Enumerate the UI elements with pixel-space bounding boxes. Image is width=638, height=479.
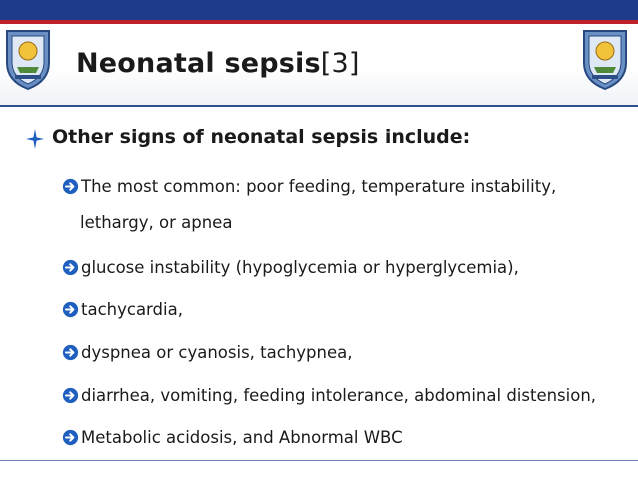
circled-arrow-icon — [62, 259, 79, 276]
top-bar — [0, 0, 638, 20]
four-point-star-icon — [26, 129, 44, 149]
circled-arrow-icon — [62, 344, 79, 361]
list-item — [62, 386, 596, 405]
list-item-text: Metabolic acidosis, and Abnormal WBC — [81, 428, 403, 447]
header-divider — [0, 105, 638, 107]
circled-arrow-icon — [62, 301, 79, 318]
list-item — [62, 343, 352, 362]
circled-arrow-icon — [62, 429, 79, 446]
list-item-text: The most common: poor feeding, temperature instability, — [81, 177, 557, 196]
list-item-text: diarrhea, vomiting, feeding intolerance, abdominal distension, — [81, 386, 597, 405]
main-bullet-text: Other signs of neonatal sepsis include: — [52, 126, 471, 148]
list-item — [62, 428, 403, 447]
slide-title: Neonatal sepsis[3] — [76, 48, 360, 79]
university-crest-icon — [3, 27, 53, 91]
list-item-text: dyspnea or cyanosis, tachypnea, — [81, 343, 353, 362]
university-crest-icon — [580, 27, 630, 91]
list-item — [62, 258, 519, 277]
list-item-continuation: lethargy, or apnea — [80, 213, 233, 232]
list-item-text: tachycardia, — [81, 300, 183, 319]
circled-arrow-icon — [62, 178, 79, 195]
list-item-text: glucose instability (hypoglycemia or hyperglycemia), — [81, 258, 519, 277]
list-item — [62, 177, 556, 196]
circled-arrow-icon — [62, 387, 79, 404]
list-item — [62, 300, 183, 319]
footer-divider — [0, 460, 638, 461]
